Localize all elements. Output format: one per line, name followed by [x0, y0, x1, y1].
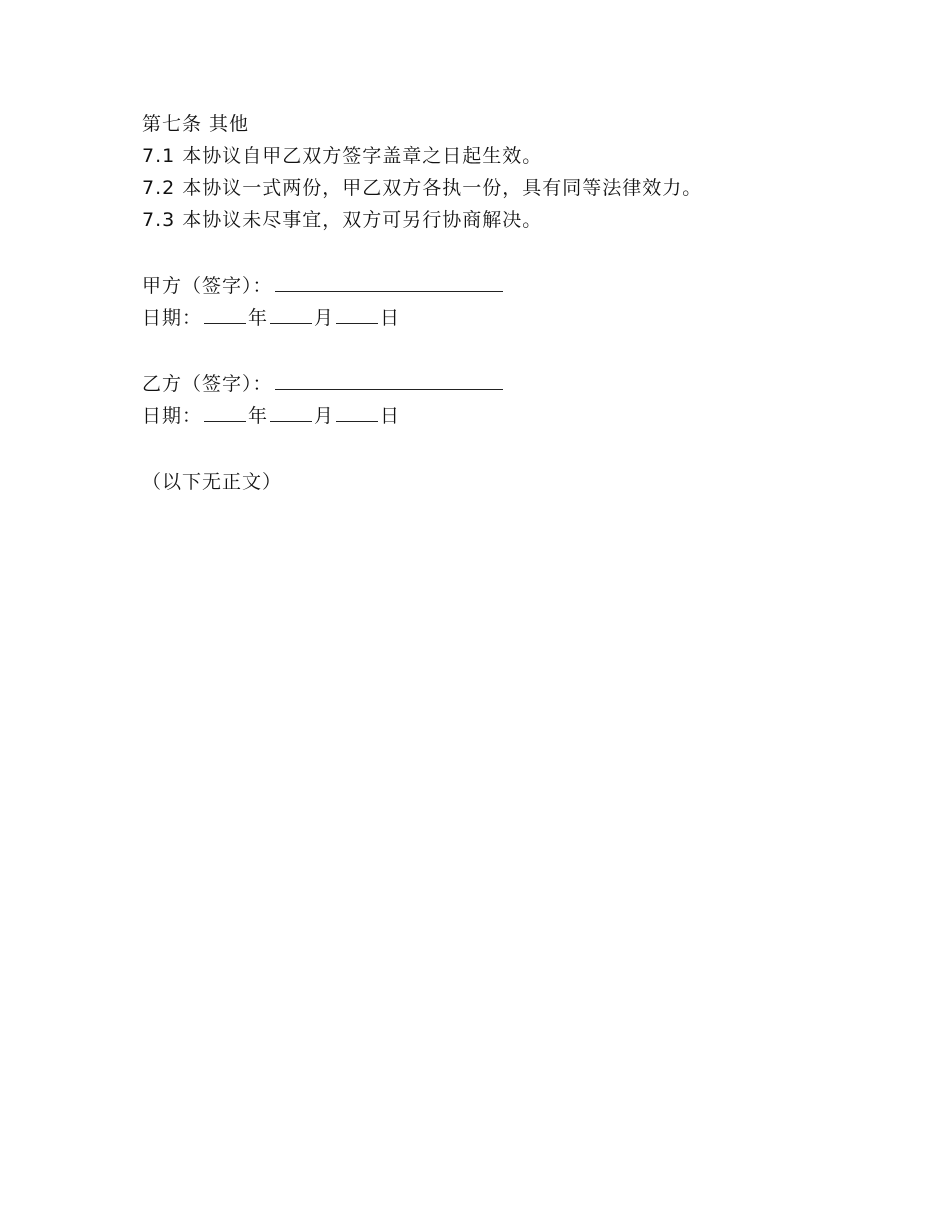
party-a-date-label: 日期： — [142, 307, 203, 329]
clause-7-1: 7.1 本协议自甲乙双方签字盖章之日起生效。 — [142, 145, 543, 167]
party-b-signature-blank — [275, 371, 503, 390]
party-b-month-blank — [270, 403, 312, 422]
party-a-day-blank — [336, 305, 378, 324]
party-a-signature-blank — [275, 273, 503, 292]
document-body — [142, 108, 842, 498]
clause-7-3: 7.3 本协议未尽事宜，双方可另行协商解决。 — [142, 209, 543, 231]
party-a-year-label: 年 — [248, 307, 269, 329]
party-a-date-line — [142, 302, 842, 334]
spacer — [142, 236, 842, 270]
party-a-day-label: 日 — [380, 307, 401, 329]
party-b-year-blank — [204, 403, 246, 422]
party-a-signature-line — [142, 270, 842, 302]
spacer — [142, 334, 842, 368]
party-a-month-label: 月 — [314, 307, 335, 329]
article-heading: 第七条 其他 — [142, 113, 250, 135]
spacer — [142, 432, 842, 466]
party-b-day-label: 日 — [380, 405, 401, 427]
party-a-year-blank — [204, 305, 246, 324]
party-b-day-blank — [336, 403, 378, 422]
party-a-month-blank — [270, 305, 312, 324]
party-b-year-label: 年 — [248, 405, 269, 427]
closing-note: （以下无正文） — [142, 471, 283, 493]
party-b-date-line — [142, 400, 842, 432]
party-b-signature-line — [142, 368, 842, 400]
party-b-date-label: 日期： — [142, 405, 203, 427]
clause-7-2: 7.2 本协议一式两份，甲乙双方各执一份，具有同等法律效力。 — [142, 177, 703, 199]
party-b-month-label: 月 — [314, 405, 335, 427]
party-b-sign-label: 乙方（签字）： — [142, 373, 273, 395]
party-a-sign-label: 甲方（签字）： — [142, 275, 273, 297]
